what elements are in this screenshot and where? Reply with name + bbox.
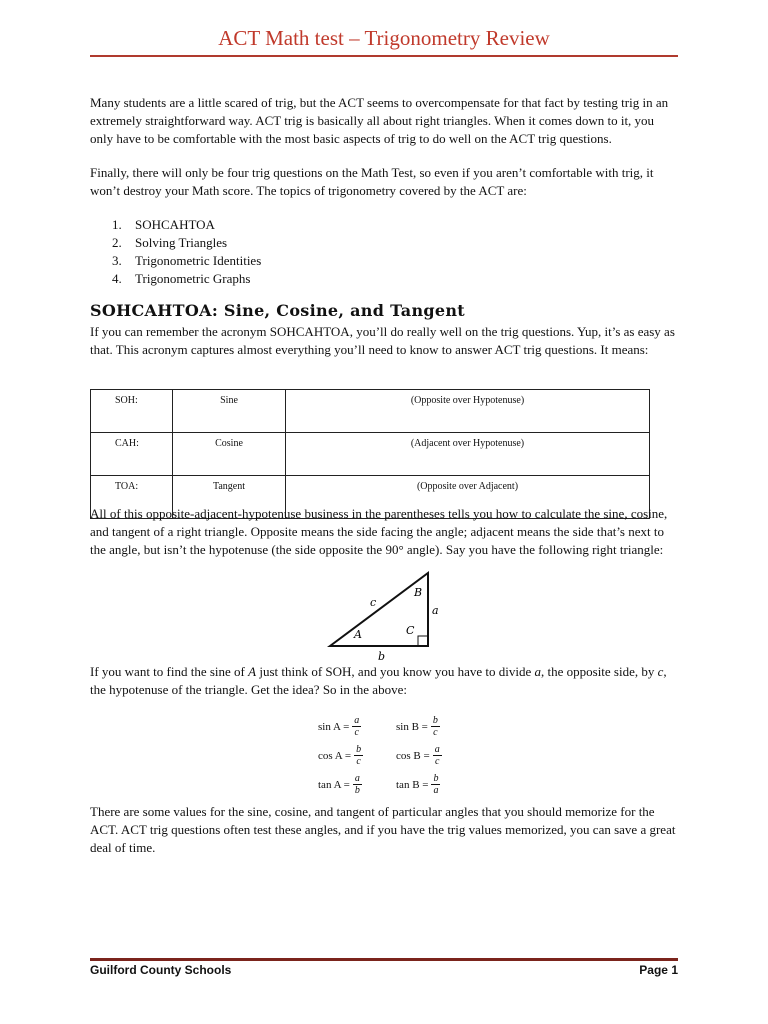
intro-paragraph-2: Finally, there will only be four trig questions on the Math Test, so even if you aren’t comfortable with trig, it won’t destroy your Math score. The topics of trigonometry covered by the ACT are: [90, 165, 654, 198]
table-cell-abbr: CAH: [91, 433, 173, 476]
table-row [91, 390, 650, 433]
numerator: b [433, 773, 439, 784]
page-number: Page 1 [639, 963, 678, 977]
formula-name: tan B = [396, 778, 429, 791]
explanation-paragraph: All of this opposite-adjacent-hypotenuse business in the parentheses tells you how to calculate the sine, cosine, and tangent of a right triangle. Opposite means the side facing the angle; adjacent means the side that’s next to the angle, but isn’t the hypotenuse (the side opposite the 90° angle). Say you have the following right triangle: [90, 506, 668, 557]
denominator: a [433, 785, 439, 796]
sine-paragraph [90, 663, 680, 699]
list-number: 4. [112, 271, 122, 286]
side-label-c: c [370, 596, 377, 609]
side-label-b: b [378, 650, 386, 660]
section-paragraph: If you can remember the acronym SOHCAHTOA, you’ll do really well on the trig questions. Yup, it’s as easy as that. This acronym captures almost everything you’ll need to know to answer ACT trig questions. It means: [90, 324, 675, 357]
formula-name: sin B = [396, 720, 428, 733]
footer-organization: Guilford County Schools [90, 963, 232, 977]
table-row [91, 433, 650, 476]
fraction [433, 744, 442, 767]
table-cell-function: Sine [173, 390, 286, 433]
table-cell-meaning: (Opposite over Hypotenuse) [286, 390, 650, 433]
table-cell-meaning: (Adjacent over Hypotenuse) [286, 433, 650, 476]
fraction [353, 773, 362, 796]
sine-text: , the hypotenuse of the triangle. Get the idea? So in the above: [90, 664, 667, 697]
angle-label-b: B [414, 586, 423, 599]
formula-name: sin A = [318, 720, 350, 733]
denominator: b [354, 785, 360, 796]
table-cell-meaning: (Opposite over Adjacent) [286, 476, 650, 519]
formula [396, 773, 474, 796]
right-angle-marker [418, 636, 428, 646]
list-item-label: Trigonometric Identities [135, 253, 262, 268]
list-item-label: SOHCAHTOA [135, 217, 215, 232]
formula-row [318, 770, 474, 799]
sine-text: , the opposite side, by [541, 664, 658, 679]
values-paragraph: There are some values for the sine, cosine, and tangent of particular angles that you should memorize for the ACT. ACT trig questions often test these angles, and if you have the trig values memorized, you can save a great deal of time. [90, 804, 676, 855]
numerator: b [432, 715, 438, 726]
section-heading: SOHCAHTOA: Sine, Cosine, and Tangent [90, 301, 465, 320]
formula [318, 744, 396, 767]
sine-var-c: c [657, 664, 664, 679]
numerator: b [356, 744, 362, 755]
table-cell-abbr: TOA: [91, 476, 173, 519]
fraction [431, 715, 440, 738]
list-item [112, 252, 261, 270]
table-cell-function: Tangent [173, 476, 286, 519]
list-item-label: Trigonometric Graphs [135, 271, 251, 286]
formula-row [318, 712, 474, 741]
numerator: a [434, 744, 440, 755]
denominator: c [354, 727, 359, 738]
sine-var-a: a [534, 664, 541, 679]
title-divider [90, 55, 678, 57]
fraction [352, 715, 361, 738]
formula [318, 715, 396, 738]
list-number: 3. [112, 253, 122, 268]
fraction [431, 773, 440, 796]
table-cell-function: Cosine [173, 433, 286, 476]
sine-text: just think of SOH, and you know you have to divide [256, 664, 535, 679]
denominator: c [434, 756, 440, 767]
angle-label-c: C [406, 624, 415, 637]
footer-divider [90, 958, 678, 961]
formula [318, 773, 396, 796]
list-item-label: Solving Triangles [135, 235, 228, 250]
formula [396, 715, 474, 738]
right-triangle-diagram [320, 568, 450, 660]
formula [396, 744, 474, 767]
sine-text: If you want to find the sine of [90, 664, 249, 679]
sine-var-a-upper: A [248, 664, 257, 679]
page-title: ACT Math test – Trigonometry Review [218, 26, 550, 50]
formula-row [318, 741, 474, 770]
trig-formulas [318, 712, 474, 799]
angle-label-a: A [354, 628, 362, 641]
fraction [354, 744, 363, 767]
list-item [112, 216, 261, 234]
side-label-a: a [432, 604, 439, 617]
numerator: a [354, 715, 360, 726]
denominator: c [356, 756, 361, 767]
list-number: 1. [112, 217, 122, 232]
list-item [112, 234, 261, 252]
list-number: 2. [112, 235, 122, 250]
list-item [112, 270, 261, 288]
intro-paragraph: Many students are a little scared of trig, but the ACT seems to overcompensate for that fact by testing trig in an extremely straightforward way. ACT trig is basically all about right triangles. When it comes down to it, you only have to be comfortable with the most basic aspects of trig to do well on the ACT trig questions. [90, 95, 669, 146]
table-cell-abbr: SOH: [91, 390, 173, 433]
formula-name: cos A = [318, 749, 352, 762]
sohcahtoa-table [90, 389, 650, 519]
numerator: a [354, 773, 360, 784]
formula-name: tan A = [318, 778, 350, 791]
topic-list [112, 216, 261, 288]
formula-name: cos B = [396, 749, 430, 762]
denominator: c [433, 727, 438, 738]
